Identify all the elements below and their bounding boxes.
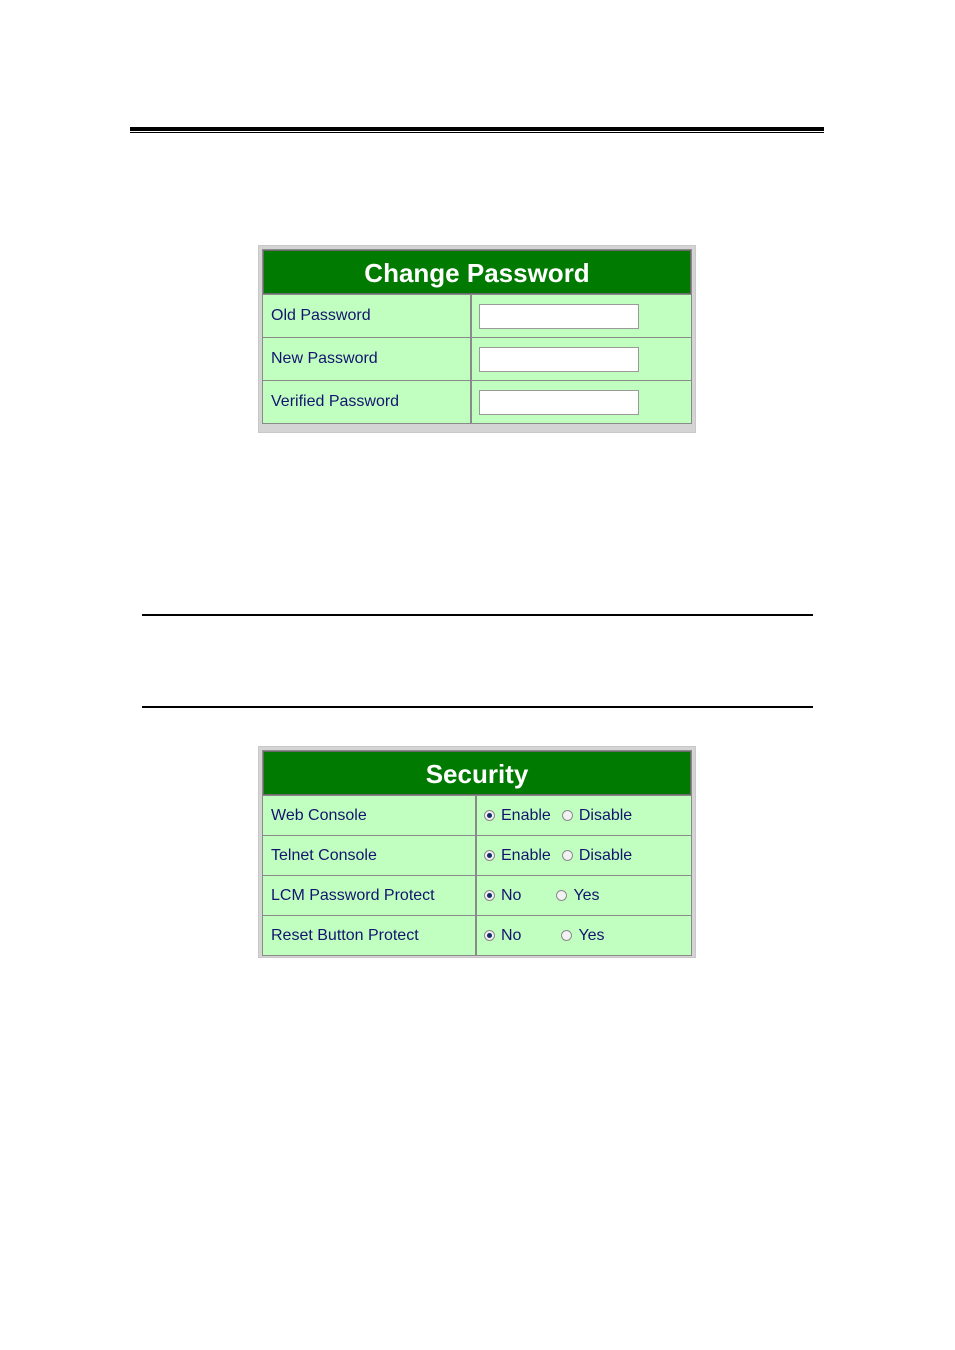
lcm-password-protect-yes-radio[interactable] [556,887,599,905]
new-password-input[interactable] [479,347,639,372]
telnet-console-enable-radio[interactable] [484,847,551,865]
new-password-row [263,337,691,380]
reset-button-protect-no-radio[interactable] [484,927,521,945]
telnet-console-label: Telnet Console [263,836,477,875]
web-console-disable-radio[interactable] [562,807,632,825]
reset-button-protect-yes-label: Yes [578,926,605,944]
new-password-cell [472,338,691,380]
lcm-password-protect-no-label: No [501,886,522,904]
verified-password-row [263,380,691,423]
reset-button-protect-row [263,915,691,955]
lcm-password-protect-row [263,875,691,915]
radio-unselected-icon [556,890,567,901]
section-rule-top [142,614,813,616]
change-password-table [262,249,692,424]
radio-unselected-icon [561,930,572,941]
change-password-title: Change Password [263,250,691,294]
verified-password-input[interactable] [479,390,639,415]
telnet-console-enable-label: Enable [501,846,551,864]
telnet-console-disable-label: Disable [578,846,633,864]
telnet-console-disable-radio[interactable] [562,847,632,865]
web-console-row [263,795,691,835]
radio-selected-icon [484,890,495,901]
radio-unselected-icon [562,810,573,821]
new-password-label: New Password [263,338,472,380]
security-table [262,750,692,956]
top-rule-thin [130,132,824,133]
reset-button-protect-label: Reset Button Protect [263,916,477,955]
verified-password-label: Verified Password [263,381,472,423]
radio-selected-icon [484,810,495,821]
web-console-enable-radio[interactable] [484,807,551,825]
verified-password-cell [472,381,691,423]
lcm-password-protect-label: LCM Password Protect [263,876,477,915]
radio-selected-icon [484,850,495,861]
radio-selected-icon [484,930,495,941]
web-console-enable-label: Enable [501,806,551,824]
web-console-label: Web Console [263,796,477,835]
security-title: Security [263,751,691,795]
old-password-cell [472,295,691,337]
web-console-disable-label: Disable [578,806,633,824]
telnet-console-row [263,835,691,875]
lcm-password-protect-options [477,876,691,915]
reset-button-protect-yes-radio[interactable] [561,927,604,945]
reset-button-protect-no-label: No [501,926,522,944]
change-password-panel [258,245,696,433]
telnet-console-options [477,836,691,875]
web-console-options [477,796,691,835]
top-rule-thick [130,127,824,131]
old-password-input[interactable] [479,304,639,329]
reset-button-protect-options [477,916,691,955]
lcm-password-protect-no-radio[interactable] [484,887,521,905]
old-password-label: Old Password [263,295,472,337]
old-password-row [263,294,691,337]
lcm-password-protect-yes-label: Yes [573,886,600,904]
radio-unselected-icon [562,850,573,861]
security-panel [258,746,696,958]
section-rule-bottom [142,706,813,708]
